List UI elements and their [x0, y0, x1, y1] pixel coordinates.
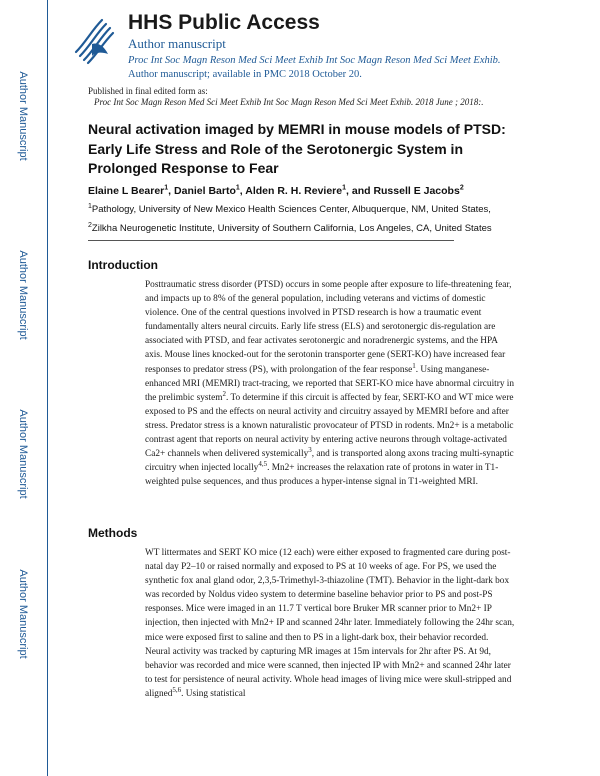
author-name: Russell E Jacobs	[373, 185, 460, 197]
reference: 5,6	[172, 685, 182, 694]
author-affiliation-ref: 1	[235, 184, 240, 192]
methods-heading: Methods	[88, 526, 138, 540]
sidebar-label: Author Manuscript	[17, 409, 29, 499]
hhs-public-access-title: HHS Public Access	[128, 11, 320, 34]
author-affiliation-ref: 1	[164, 184, 169, 192]
journal-name: Proc Int Soc Magn Reson Med Sci Meet Exhib Int Soc Magn Reson Med Sci Meet Exhib.	[128, 55, 501, 66]
hhs-eagle-logo-icon	[72, 12, 118, 66]
author-affiliation-ref: 1	[342, 184, 347, 192]
reference: 4,5	[258, 460, 268, 469]
sidebar-label: Author Manuscript	[17, 250, 29, 340]
introduction-heading: Introduction	[88, 258, 158, 272]
author-list: Elaine L Bearer$^1$, Daniel Barto$^1$, Alden R. H. Reviere$^1$, and Russell E Jacobs$^2$	[88, 184, 464, 197]
affiliation-divider	[88, 240, 454, 241]
author-manuscript-subtitle: Author manuscript	[128, 36, 226, 51]
author-name: Elaine L Bearer	[88, 185, 165, 197]
introduction-paragraph: Posttraumatic stress disorder (PTSD) occurs in some people after exposure to life-threatening fear, and impacts up to 8% of the general population, including veterans and victims of domestic violence. One of the central questions involved in PTSD research is how a traumatic event fundamentally alters neural circuits. Early life stress (ELS) and serotonergic dis-regulation are associated with PTSD, and fear activates serotonergic and noradrenergic systems, and the HPA axis. Mouse lines knocked-out for the serotonin transporter gene (SERT-KO) have increased fear responses to predator stress (PS), with prolongation of the fear response$^1$. Using manganese-enhanced MRI (MEMRI) tract-tracing, we reported that SERT-KO mice have abnormal circuitry in the prelimbic system$^2$. To determine if this circuit is affected by fear, SERT-KO and WT mice were exposed to PS and the effects on neural activity and circuitry assayed by MEMRI before and after stress. Predator stress is a known naturalistic provocateur of PTSD in rodents. Mn2+ is a metabolic contrast agent that reports on neural activity by entering active neurons through voltage-activated Ca2+ channels when delivered systemically$^3$, and is transported along axons tracing multi-synaptic circuitry when injected locally$^{4,5}$. Mn2+ increases the relaxation rate of protons in water in T1-weighted pulse sequences, and thus produces a hyper-intense signal in T1-weighted MRI.	[145, 280, 515, 488]
author-name: Daniel Barto	[174, 185, 236, 197]
reference: 1	[412, 361, 416, 370]
reference: 3	[308, 446, 312, 455]
author-affiliation-ref: 2	[459, 184, 464, 192]
affiliation: $^1$Pathology, University of New Mexico Health Sciences Center, Albuquerque, NM, United States,	[88, 202, 491, 215]
citation: Proc Int Soc Magn Reson Med Sci Meet Exhib Int Soc Magn Reson Med Sci Meet Exhib. 2018 June ; 2018:.	[94, 97, 484, 107]
pmc-availability: Author manuscript; available in PMC 2018 October 20.	[128, 69, 362, 80]
author-name: Alden R. H. Reviere	[245, 185, 343, 197]
paper-title: Neural activation imaged by MEMRI in mouse models of PTSD: Early Life Stress and Role of the Serotonergic System in Prolonged Response to Fear	[88, 121, 506, 176]
sidebar-label: Author Manuscript	[17, 71, 29, 161]
affiliation: $^2$Zilkha Neurogenetic Institute, University of Southern California, Los Angeles, CA, United States	[88, 221, 492, 234]
sidebar-label: Author Manuscript	[17, 569, 29, 659]
published-intro: Published in final edited form as:	[88, 86, 208, 96]
publication-info	[88, 86, 528, 108]
author-manuscript-sidebar	[0, 0, 48, 776]
methods-paragraph: WT littermates and SERT KO mice (12 each) were either exposed to fragmented care during post-natal day P2–10 or raised normally and exposed to PS at 10 weeks of age. For PS, we used the synthetic fox anal gland odor, 2,3,5-Trimethyl-3-thiazoline (TMT). Behavior in the light-dark box was recorded by Noldus video system to determine baseline behavior prior to PS and post-PS responses. Mice were imaged in an 11.7 T vertical bore Bruker MR scanner prior to Mn2+ IP injection, then injected with Mn2+ IP and scanned 24hr later. Immediately following the 24hr scan, mice were exposed first to saline and then to PS in a light-dark box, their behavior recorded. Neural activity was tracked by capturing MR images at 15m intervals for 2hr after PS. At 9d, behavior was recorded and mice were scanned, then injected IP with Mn2+ and scanned 24hr later to test for persistence of neural activity. Whole head images of living mice were skull-stripped and aligned$^{5,6}$. Using statistical	[145, 548, 515, 699]
reference: 2	[222, 389, 226, 398]
